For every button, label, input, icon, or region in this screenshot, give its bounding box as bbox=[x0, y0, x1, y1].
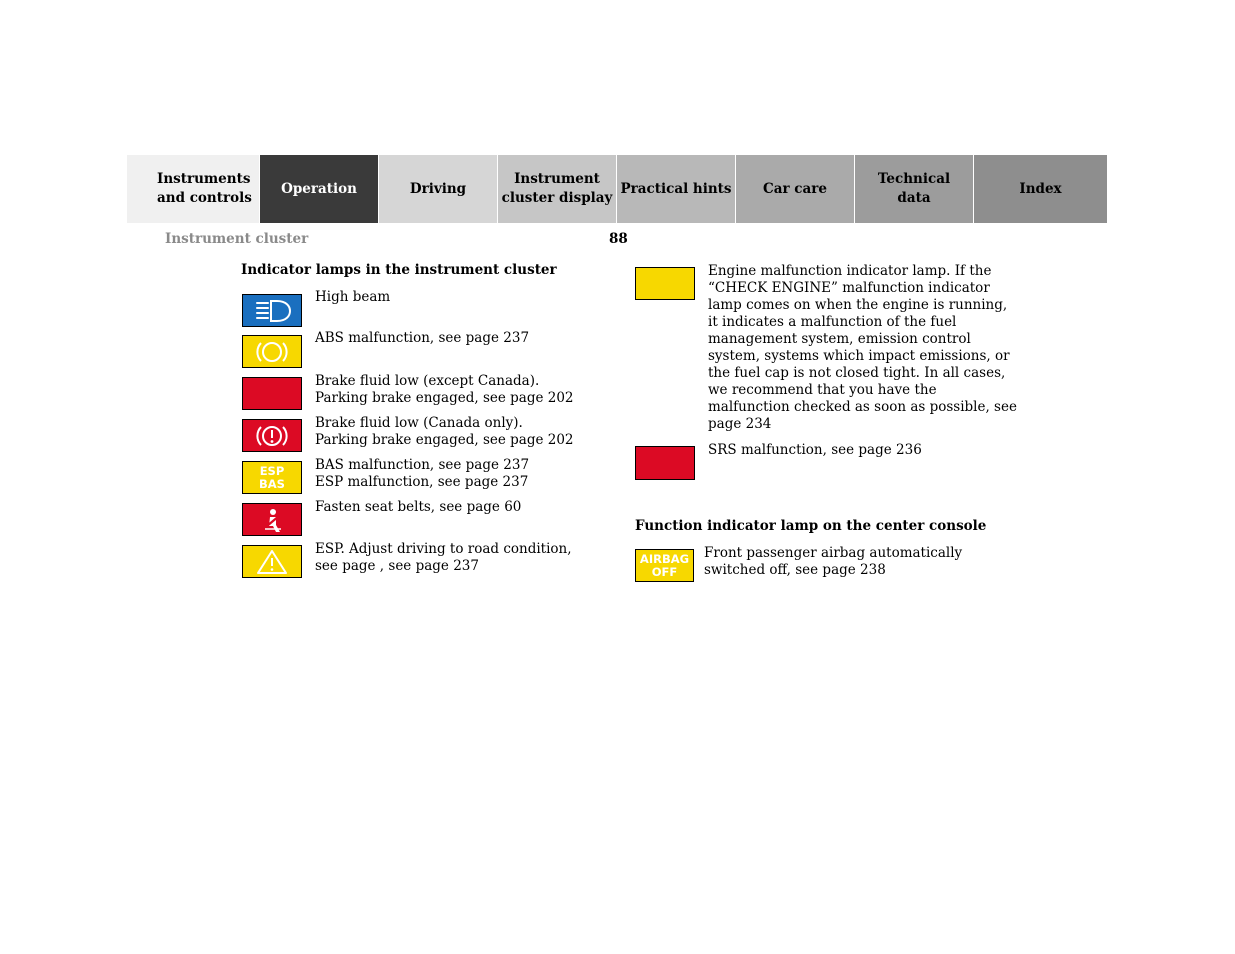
page-number: 88 bbox=[609, 231, 628, 247]
tab-instrument-cluster-display[interactable]: Instrument cluster display bbox=[497, 155, 616, 223]
tab-instruments-and-controls[interactable]: Instruments and controls bbox=[127, 155, 259, 223]
check-engine-lamp bbox=[635, 267, 695, 300]
brake-lamp-except-canada bbox=[242, 377, 302, 410]
srs-text: SRS malfunction, see page 236 bbox=[708, 442, 922, 458]
esp-bas-lamp bbox=[242, 461, 302, 494]
high-beam-icon bbox=[245, 297, 299, 325]
seat-belt-lamp bbox=[242, 503, 302, 536]
brake-lamp-canada bbox=[242, 419, 302, 452]
tab-car-care[interactable]: Car care bbox=[735, 155, 854, 223]
tab-driving[interactable]: Driving bbox=[378, 155, 497, 223]
check-engine-text: Engine malfunction indicator lamp. If the “CHECK ENGINE” malfunction indicator lamp comes on when the engine is running, it indicates a malfunction of the fuel management system, emission control system, systems which impact emissions, or the fuel cap is not closed tight. In all cases, we recommend that you have the malfunction checked as soon as possible, see page 234 bbox=[708, 263, 1017, 432]
section-title: Instrument cluster bbox=[165, 231, 309, 247]
brake-except-canada-text: Brake fluid low (except Canada). Parking brake engaged, see page 202 bbox=[315, 373, 574, 406]
tab-index[interactable]: Index bbox=[973, 155, 1107, 223]
esp-warning-text: ESP. Adjust driving to road condition, see page , see page 237 bbox=[315, 541, 572, 574]
airbag-off-text: Front passenger airbag automatically switched off, see page 238 bbox=[704, 545, 963, 578]
chapter-tabs bbox=[127, 155, 1108, 223]
tab-practical-hints[interactable]: Practical hints bbox=[616, 155, 735, 223]
brake-warning-icon bbox=[245, 422, 299, 450]
abs-lamp bbox=[242, 335, 302, 368]
indicator-lamps-heading: Indicator lamps in the instrument cluster bbox=[241, 262, 557, 278]
console-heading: Function indicator lamp on the center console bbox=[635, 518, 987, 534]
tab-operation[interactable]: Operation bbox=[259, 155, 378, 223]
esp-warning-lamp bbox=[242, 545, 302, 578]
airbag-off-lamp bbox=[635, 549, 694, 582]
esp-bas-text: BAS malfunction, see page 237 ESP malfunction, see page 237 bbox=[315, 457, 530, 490]
airbag-off-lamp-label: AIRBAG OFF bbox=[639, 551, 690, 579]
high-beam-lamp bbox=[242, 294, 302, 327]
tab-technical-data[interactable]: Technical data bbox=[854, 155, 973, 223]
warning-triangle-icon bbox=[245, 548, 299, 576]
seat-belt-icon bbox=[245, 506, 299, 534]
abs-circle-icon bbox=[245, 338, 299, 366]
seat-belt-text: Fasten seat belts, see page 60 bbox=[315, 499, 522, 515]
srs-lamp bbox=[635, 446, 695, 480]
abs-text: ABS malfunction, see page 237 bbox=[315, 330, 530, 346]
high-beam-text: High beam bbox=[315, 289, 391, 305]
brake-canada-text: Brake fluid low (Canada only). Parking brake engaged, see page 202 bbox=[315, 415, 574, 448]
esp-bas-lamp-label: ESP BAS bbox=[259, 463, 285, 491]
